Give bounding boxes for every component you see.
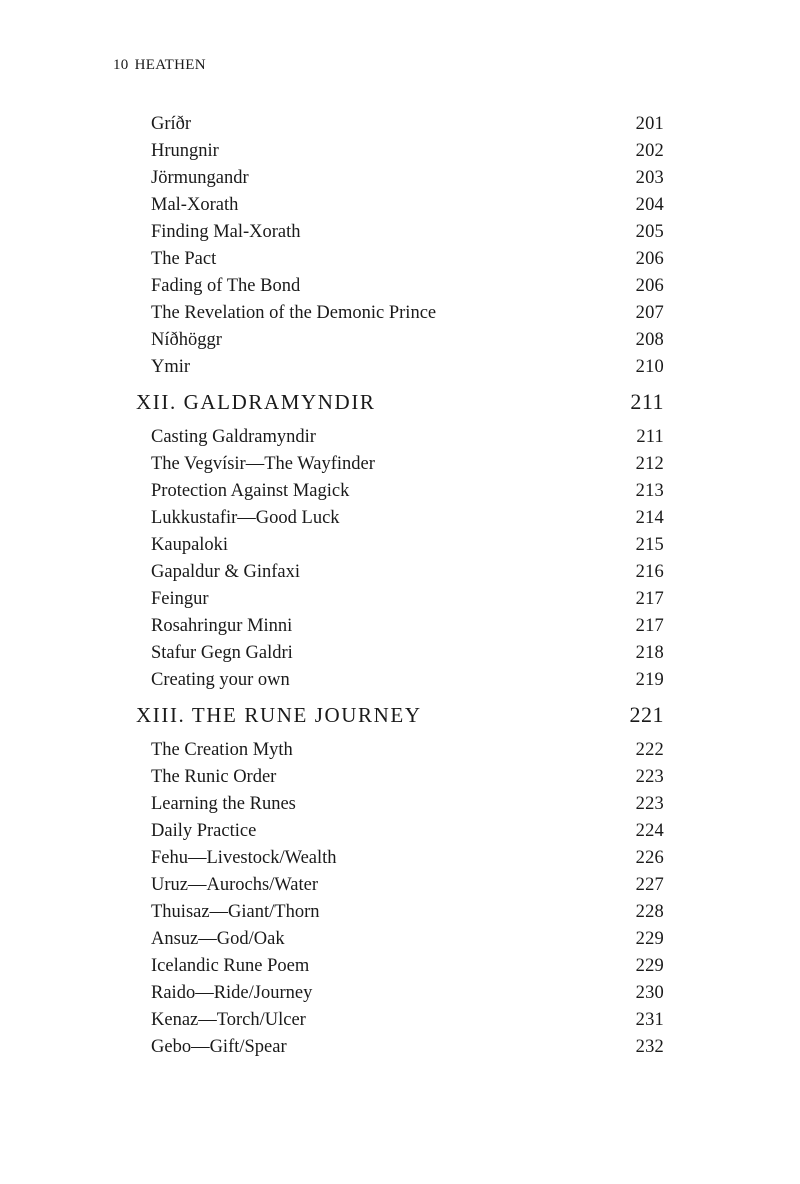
entry-page-number: 226 bbox=[635, 848, 664, 868]
running-header bbox=[113, 57, 206, 74]
entry-title: The Vegvísir—The Wayfinder bbox=[151, 454, 375, 474]
page-number: 10 bbox=[113, 57, 129, 73]
entry-page-number: 229 bbox=[635, 956, 664, 976]
entry-page-number: 219 bbox=[635, 670, 664, 690]
toc-entry bbox=[136, 505, 664, 532]
entry-title: Kaupaloki bbox=[151, 535, 229, 555]
entry-page-number: 210 bbox=[635, 357, 664, 377]
entry-page-number: 223 bbox=[635, 794, 664, 814]
entry-page-number: 203 bbox=[635, 168, 664, 188]
entry-title: The Runic Order bbox=[151, 767, 277, 787]
entry-page-number: 217 bbox=[635, 616, 664, 636]
toc-entry bbox=[136, 1007, 664, 1034]
toc-entry bbox=[136, 980, 664, 1007]
entry-page-number: 218 bbox=[635, 643, 664, 663]
toc-entry bbox=[136, 273, 664, 300]
entry-page-number: 230 bbox=[635, 983, 664, 1003]
toc-entry bbox=[136, 737, 664, 764]
running-title: HEATHEN bbox=[134, 57, 206, 73]
toc-entry bbox=[136, 219, 664, 246]
toc-entry bbox=[136, 791, 664, 818]
toc-entry bbox=[136, 300, 664, 327]
entry-title: Creating your own bbox=[151, 670, 290, 690]
toc-section-heading bbox=[136, 695, 664, 735]
toc-entry bbox=[136, 899, 664, 926]
entry-title: Kenaz—Torch/Ulcer bbox=[151, 1010, 306, 1030]
entry-page-number: 223 bbox=[635, 767, 664, 787]
entry-title: The Creation Myth bbox=[151, 740, 293, 760]
entry-page-number: 208 bbox=[635, 330, 664, 350]
toc-entry bbox=[136, 246, 664, 273]
toc-entry bbox=[136, 872, 664, 899]
entry-page-number: 214 bbox=[635, 508, 664, 528]
entry-title: Níðhöggr bbox=[151, 330, 222, 350]
toc-entry bbox=[136, 1034, 664, 1061]
entry-page-number: 231 bbox=[635, 1010, 664, 1030]
entry-title: Rosahringur Minni bbox=[151, 616, 293, 636]
toc-entry bbox=[136, 111, 664, 138]
entry-title: The Revelation of the Demonic Prince bbox=[151, 303, 437, 323]
entry-title: Gríðr bbox=[151, 114, 192, 134]
toc-entry bbox=[136, 451, 664, 478]
entry-page-number: 213 bbox=[635, 481, 664, 501]
entry-page-number: 222 bbox=[635, 740, 664, 760]
toc-section-heading bbox=[136, 382, 664, 422]
entry-title: Feingur bbox=[151, 589, 209, 609]
entry-page-number: 217 bbox=[635, 589, 664, 609]
entry-title: Gapaldur & Ginfaxi bbox=[151, 562, 300, 582]
entry-title: Ymir bbox=[151, 357, 191, 377]
entry-page-number: 229 bbox=[635, 929, 664, 949]
toc-entry bbox=[136, 559, 664, 586]
entry-title: Fading of The Bond bbox=[151, 276, 301, 296]
section-page-number: 211 bbox=[630, 389, 664, 414]
entry-title: Lukkustafir—Good Luck bbox=[151, 508, 340, 528]
entry-page-number: 207 bbox=[635, 303, 664, 323]
entry-page-number: 212 bbox=[635, 454, 664, 474]
section-title: XIII. THE RUNE JOURNEY bbox=[136, 703, 422, 727]
toc-entry bbox=[136, 327, 664, 354]
toc-entry bbox=[136, 613, 664, 640]
toc-entry bbox=[136, 953, 664, 980]
toc-entry bbox=[136, 478, 664, 505]
entry-page-number: 202 bbox=[635, 141, 664, 161]
entry-page-number: 204 bbox=[635, 195, 664, 215]
entry-page-number: 228 bbox=[635, 902, 664, 922]
entry-title: Gebo—Gift/Spear bbox=[151, 1037, 287, 1057]
entry-title: Stafur Gegn Galdri bbox=[151, 643, 293, 663]
entry-title: Icelandic Rune Poem bbox=[151, 956, 310, 976]
toc-entry bbox=[136, 192, 664, 219]
toc-entry bbox=[136, 532, 664, 559]
entry-title: Raido—Ride/Journey bbox=[151, 983, 313, 1003]
table-of-contents bbox=[136, 111, 664, 1061]
toc-entry bbox=[136, 424, 664, 451]
entry-page-number: 215 bbox=[635, 535, 664, 555]
entry-title: Finding Mal-Xorath bbox=[151, 222, 301, 242]
entry-page-number: 216 bbox=[635, 562, 664, 582]
entry-page-number: 224 bbox=[635, 821, 664, 841]
entry-title: Daily Practice bbox=[151, 821, 257, 841]
toc-entry bbox=[136, 764, 664, 791]
toc-entry bbox=[136, 354, 664, 381]
toc-entry bbox=[136, 667, 664, 694]
toc-entry bbox=[136, 926, 664, 953]
section-page-number: 221 bbox=[629, 702, 664, 727]
section-title: XII. GALDRAMYNDIR bbox=[136, 390, 376, 414]
entry-title: Protection Against Magick bbox=[151, 481, 350, 501]
toc-entry bbox=[136, 138, 664, 165]
entry-title: The Pact bbox=[151, 249, 217, 269]
entry-title: Fehu—Livestock/Wealth bbox=[151, 848, 337, 868]
entry-title: Hrungnir bbox=[151, 141, 219, 161]
entry-page-number: 232 bbox=[635, 1037, 664, 1057]
entry-title: Thuisaz—Giant/Thorn bbox=[151, 902, 320, 922]
toc-entry bbox=[136, 165, 664, 192]
entry-title: Jörmungandr bbox=[151, 168, 249, 188]
entry-title: Mal-Xorath bbox=[151, 195, 239, 215]
entry-title: Casting Galdramyndir bbox=[151, 427, 316, 447]
toc-entry bbox=[136, 586, 664, 613]
toc-entry bbox=[136, 845, 664, 872]
entry-page-number: 201 bbox=[635, 114, 664, 134]
entry-page-number: 206 bbox=[635, 249, 664, 269]
entry-title: Ansuz—God/Oak bbox=[151, 929, 285, 949]
entry-title: Uruz—Aurochs/Water bbox=[151, 875, 319, 895]
toc-entry bbox=[136, 818, 664, 845]
entry-page-number: 206 bbox=[635, 276, 664, 296]
entry-page-number: 227 bbox=[635, 875, 664, 895]
entry-page-number: 211 bbox=[636, 427, 664, 447]
toc-entry bbox=[136, 640, 664, 667]
entry-page-number: 205 bbox=[635, 222, 664, 242]
entry-title: Learning the Runes bbox=[151, 794, 296, 814]
